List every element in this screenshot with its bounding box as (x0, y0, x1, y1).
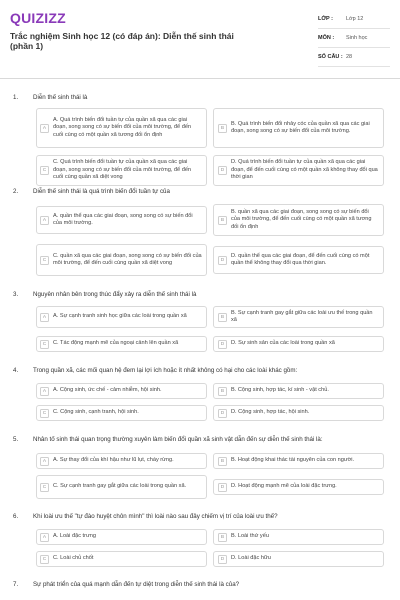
question-5 (13, 436, 390, 443)
question-number: 1. (13, 94, 19, 101)
option-text: B. quần xã qua các giai đoạn, song song có sự biến đổi của môi trường, để đến cuối cùng có một quần xã tương đối ổn định (231, 208, 372, 230)
question-number: 6. (13, 513, 19, 520)
question-text: Khi loài ưu thế "tự đào huyệt chôn mình" thì loài nào sau đây chiếm vị trí của loài ưu thế? (33, 513, 278, 520)
page-title: Trắc nghiệm Sinh học 12 (có đáp án): Diễn thế sinh thái (phần 1) (10, 31, 234, 51)
meta-label: SỐ CÂU : (318, 54, 343, 60)
question-text: Nguyên nhân bên trong thúc đẩy xảy ra diễn thế sinh thái là (33, 291, 197, 298)
meta-row-count (318, 48, 390, 67)
option-letter: C (40, 483, 49, 492)
option-text: C. Tác động mạnh mẽ của ngoại cảnh lên quần xã (53, 340, 179, 347)
meta-label: LỚP : (318, 16, 333, 22)
option-text: C. quần xã qua các giai đoạn, song song có sự biến đổi của môi trường, để đến cuối cùng quần xã diệt vong (53, 252, 202, 266)
option-letter: A (40, 124, 49, 133)
option-text: C. Quá trình biến đổi tuần tự của quần xã qua các giai đoạn, song song có sự biến đổi của môi trường, để đến cuối cùng quần xã diệt vong (53, 159, 192, 181)
option-text: A. Sự cạnh tranh sinh học giữa các loài trong quần xã (53, 313, 187, 320)
option-letter: B (218, 533, 227, 542)
option-a[interactable] (36, 306, 207, 328)
option-text: D. Quá trình biến đổi tuần tự của quần xã qua các giai đoạn, để đến cuối cùng có một quần xã không thay đổi qua thời gian (231, 159, 378, 181)
option-b[interactable] (213, 383, 384, 399)
option-a[interactable] (36, 529, 207, 545)
option-letter: B (218, 457, 227, 466)
option-c[interactable] (36, 155, 207, 186)
meta-value: Sinh học (346, 35, 368, 41)
option-text: A. Quá trình biến đổi tuần tự của quần xã qua các giai đoạn, song song có sự biến đổi của môi trường, để đến cuối cùng có một quần xã tương đối ổn định (53, 116, 192, 138)
option-text: B. Sự cạnh tranh gay gắt giữa các loài ưu thế trong quần xã (231, 309, 373, 323)
option-b[interactable] (213, 108, 384, 148)
option-letter: B (218, 216, 227, 225)
option-letter: C (40, 166, 49, 175)
option-text: A. Cộng sinh, ức chế - cảm nhiễm, hội sinh. (53, 387, 162, 394)
quizizz-logo: QUIZIZZ (10, 10, 66, 26)
question-2 (13, 188, 390, 195)
option-d[interactable] (213, 479, 384, 495)
question-1 (13, 94, 390, 101)
option-a[interactable] (36, 453, 207, 469)
question-number: 2. (13, 188, 19, 195)
option-d[interactable] (213, 405, 384, 421)
question-text: Diễn thế sinh thái là (33, 94, 88, 101)
meta-row-subject (318, 29, 390, 48)
worksheet-header (0, 0, 400, 79)
question-3 (13, 291, 390, 298)
option-text: A. quần thể qua các giai đoạn, song song có sự biến đổi của môi trường. (53, 212, 193, 226)
option-text: D. Loài đặc hữu (231, 555, 271, 562)
meta-value: Lớp 12 (346, 16, 364, 22)
option-b[interactable] (213, 453, 384, 469)
option-a[interactable] (36, 108, 207, 148)
option-letter: A (40, 216, 49, 225)
option-d[interactable] (213, 336, 384, 352)
option-a[interactable] (36, 206, 207, 234)
question-number: 4. (13, 367, 19, 374)
question-7 (13, 581, 390, 588)
meta-table (318, 10, 390, 67)
question-text: Diễn thế sinh thái là quá trình biến đổi tuần tự của (33, 188, 170, 195)
option-c[interactable] (36, 405, 207, 421)
meta-value: 28 (346, 54, 353, 60)
option-letter: D (218, 340, 227, 349)
question-text: Trong quần xã, các mối quan hệ đem lại lợi ích hoặc ít nhất không có hại cho các loài khác gồm: (33, 367, 298, 374)
option-text: B. Loài thứ yếu (231, 533, 269, 540)
option-text: D. Cộng sinh, hợp tác, hội sinh. (231, 409, 310, 416)
option-letter: A (40, 457, 49, 466)
option-d[interactable] (213, 155, 384, 186)
option-text: B. Hoạt động khai thác tài nguyên của con người. (231, 457, 355, 464)
option-letter: A (40, 533, 49, 542)
question-4 (13, 367, 390, 374)
meta-label: MÔN : (318, 35, 335, 41)
meta-row-class (318, 10, 390, 29)
option-text: D. quần thể qua các giai đoạn, để đến cuối cùng có một quần thể không thay đổi qua thời gian. (231, 252, 370, 266)
question-number: 3. (13, 291, 19, 298)
option-letter: C (40, 555, 49, 564)
question-number: 7. (13, 581, 19, 588)
question-6 (13, 513, 390, 520)
option-text: C. Sự cạnh tranh gay gắt giữa các loài trong quần xã. (53, 483, 187, 490)
option-b[interactable] (213, 529, 384, 545)
option-b[interactable] (213, 204, 384, 236)
option-c[interactable] (36, 336, 207, 352)
option-text: B. Cộng sinh, hợp tác, kí sinh - vật chủ. (231, 387, 329, 394)
option-b[interactable] (213, 306, 384, 328)
option-text: D. Sự sinh sản của các loài trong quần xã (231, 340, 335, 347)
option-text: B. Quá trình biến đổi nhảy cóc của quần xã qua các giai đoạn, song song có sự biến đổi của môi trường. (231, 120, 370, 134)
question-text: Nhân tố sinh thái quan trọng thường xuyên làm biến đổi quần xã sinh vật dẫn đến sự diễn thế sinh thái là: (33, 436, 323, 443)
option-c[interactable] (36, 475, 207, 499)
option-letter: C (40, 409, 49, 418)
option-letter: D (218, 166, 227, 175)
option-c[interactable] (36, 244, 207, 276)
option-letter: C (40, 256, 49, 265)
option-letter: A (40, 313, 49, 322)
option-d[interactable] (213, 551, 384, 567)
option-letter: B (218, 313, 227, 322)
option-text: C. Loài chủ chốt (53, 555, 94, 562)
option-letter: B (218, 387, 227, 396)
option-text: A. Sự thay đổi của khí hậu như lũ lụt, cháy rừng. (53, 457, 174, 464)
option-a[interactable] (36, 383, 207, 399)
option-letter: D (218, 483, 227, 492)
option-text: D. Hoạt động mạnh mẽ của loài đặc trưng. (231, 483, 337, 490)
option-text: C. Cộng sinh, cạnh tranh, hội sinh. (53, 409, 139, 416)
option-d[interactable] (213, 246, 384, 274)
option-c[interactable] (36, 551, 207, 567)
question-number: 5. (13, 436, 19, 443)
option-letter: A (40, 387, 49, 396)
option-letter: D (218, 409, 227, 418)
question-text: Sự phát triển của quá mạnh dẫn đến tự diệt trong diễn thế sinh thái là của? (33, 581, 240, 588)
option-letter: D (218, 555, 227, 564)
option-letter: B (218, 124, 227, 133)
option-text: A. Loài đặc trưng (53, 533, 96, 540)
option-letter: D (218, 256, 227, 265)
option-letter: C (40, 340, 49, 349)
